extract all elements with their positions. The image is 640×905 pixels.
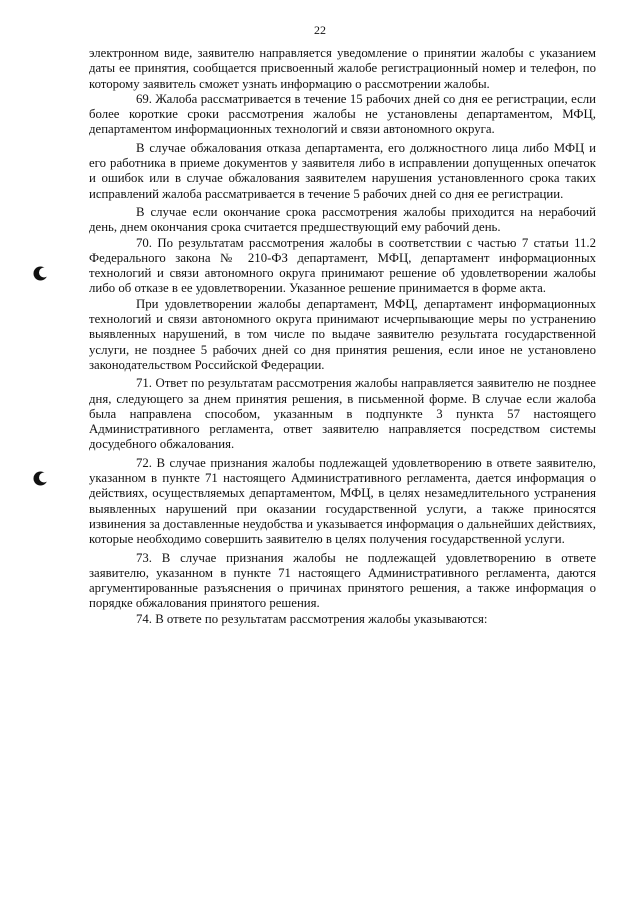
paragraph-appeal-refusal: В случае обжалования отказа департамента, его должностного лица либо МФЦ и его работника в приеме документов у заявителя либо в исправлении допущенных опечаток и ошибок или в случае обжалования заявителем нарушения установленного срока таких исправлений жалоба рассматривается в течение 5 рабочих дней со дня ее регистрации. bbox=[89, 140, 596, 201]
paragraph-73: 73. В случае признания жалобы не подлежащей удовлетворению в ответе заявителю, указанном в пункте 71 настоящего Административного регламента, даются аргументированные разъяснения о причинах принятого решения, а также информация о порядке обжалования принятого решения. bbox=[89, 550, 596, 611]
paragraph-satisfaction: При удовлетворении жалобы департамент, МФЦ, департамент информационных технологий и связи автономного округа принимают исчерпывающие меры по устранению выявленных нарушений, в том числе по выдаче заявителю результата государственной услуги, не позднее 5 рабочих дней со дня принятия решения, если иное не установлено законодательством Российской Федерации. bbox=[89, 296, 596, 372]
paragraph-69: 69. Жалоба рассматривается в течение 15 рабочих дней со дня ее регистрации, если более короткие сроки рассмотрения жалобы не установлены департаментом, МФЦ, департаментом информационных технологий и связи автономного округа. bbox=[89, 91, 596, 137]
paragraph-continuation: электронном виде, заявителю направляется уведомление о принятии жалобы с указанием даты ее принятия, сообщается присвоенный жалобе регистрационный номер и телефон, по которому заявитель сможет узнать информацию о рассмотрении жалобы. bbox=[89, 46, 596, 91]
paragraph-70: 70. По результатам рассмотрения жалобы в соответствии с частью 7 статьи 11.2 Федерального закона № 210-ФЗ департамент, МФЦ, департамент информационных технологий и связи автономного округа принимают решение об удовлетворении жалобы либо об отказе в ее удовлетворении. Указанное решение принимается в форме акта. bbox=[89, 235, 596, 296]
punch-hole-icon bbox=[33, 266, 48, 281]
punch-hole-icon bbox=[33, 471, 48, 486]
paragraph-74: 74. В ответе по результатам рассмотрения жалобы указываются: bbox=[136, 611, 488, 626]
page-body bbox=[89, 46, 596, 627]
page-number: 22 bbox=[314, 23, 326, 37]
paragraph-nonworking-day: В случае если окончание срока рассмотрения жалобы приходится на нерабочий день, днем окончания срока считается предшествующий ему рабочий день. bbox=[89, 204, 596, 235]
paragraph-72: 72. В случае признания жалобы подлежащей удовлетворению в ответе заявителю, указанном в пункте 71 настоящего Административного регламента, дается информация о действиях, осуществляемых департаментом, МФЦ, в целях незамедлительного устранения выявленных нарушений при оказании государственной услуги, а также приносятся извинения за доставленные неудобства и указывается информация о дальнейших действиях, которые необходимо совершить заявителю в целях получения государственной услуги. bbox=[89, 455, 596, 547]
paragraph-71: 71. Ответ по результатам рассмотрения жалобы направляется заявителю не позднее дня, следующего за днем принятия решения, в письменной форме. В случае если жалоба была направлена способом, указанным в подпункте 3 пункта 57 настоящего Административного регламента, ответ заявителю направляется посредством системы досудебного обжалования. bbox=[89, 376, 596, 452]
